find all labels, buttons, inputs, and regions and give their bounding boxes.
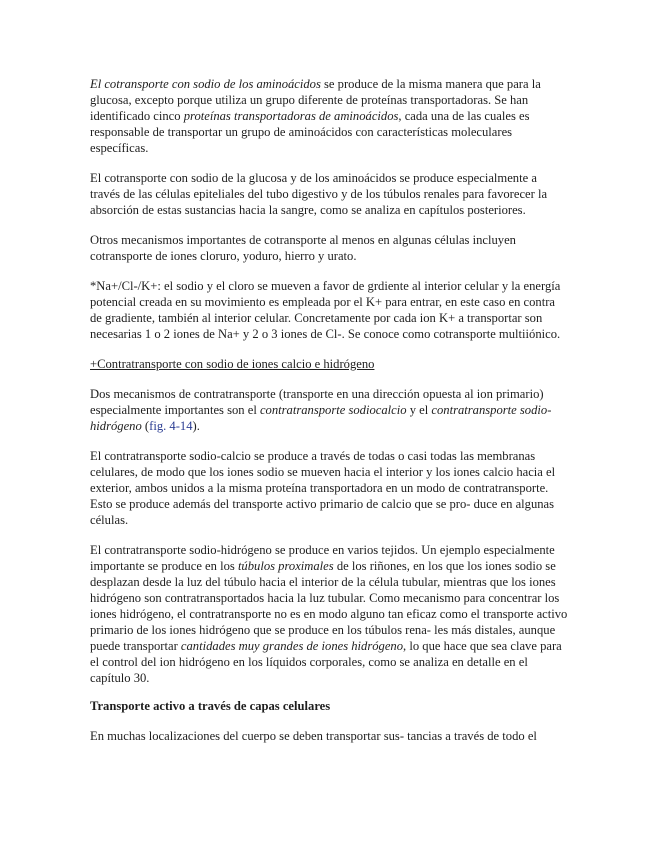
paragraph-multiionic-cotransport: *Na+/Cl-/K+: el sodio y el cloro se mueven a favor de grdiente al interior celular y la energía potencial creada en su movimiento es empleada por el K+ para entrar, en este caso en contra de gradiente, también al interior celular. Concretamente por cada ion K+ a transportar son necesarias 1 o 2 iones de Na+ y 2 o 3 iones de Cl-. Se conoce como cotransporte multiiónico.: [90, 279, 561, 341]
document-page: [90, 76, 568, 758]
text-run: y el: [406, 403, 432, 417]
italic-term: El cotransporte con sodio de los aminoácidos: [90, 77, 321, 91]
paragraph-sodium-hydrogen: [90, 542, 568, 686]
paragraph-other-cotransport: Otros mecanismos importantes de cotransporte al menos en algunas células incluyen cotransporte de iones cloruro, yoduro, hierro y urato.: [90, 233, 516, 263]
figure-reference-link[interactable]: fig. 4-14: [149, 419, 193, 433]
text-run: ).: [192, 419, 200, 433]
italic-term: proteínas transportadoras de aminoácidos: [183, 109, 399, 123]
section-heading-active-transport: Transporte activo a través de capas celulares: [90, 699, 331, 713]
text-run: se produce de la misma manera que para la glucosa, excepto porque utiliza un grupo diferente de proteínas transportadoras. Se han identificado cinco: [90, 77, 541, 123]
text-run: , cada una de las cuales es responsable de transportar un grupo de aminoácidos con características moleculares específicas.: [90, 109, 530, 155]
italic-term: contratransporte sodio-hidrógeno: [90, 403, 552, 433]
paragraph-glucose-absorption: El cotransporte con sodio de la glucosa y de los aminoácidos se produce especialmente a través de las células epiteliales del tubo digestivo y de los túbulos renales para favorecer la absorción de estas sustancias hacia la sangre, como se analiza en capítulos posteriores.: [90, 171, 548, 217]
text-run: (: [141, 419, 150, 433]
italic-term: contratransporte sodiocalcio: [259, 403, 407, 417]
section-heading-countertransport: [90, 356, 568, 372]
text-run: El contratransporte sodio-hidrógeno se produce en varios tejidos. Un ejemplo especialmente importante se produce en los: [90, 543, 555, 573]
heading-text: +Contratransporte con sodio de iones calcio e hidrógeno: [90, 357, 375, 371]
text-run: Dos mecanismos de contratransporte (transporte en una dirección opuesta al ion primario) especialmente importantes son el: [90, 387, 544, 417]
paragraph-sodium-calcium: El contratransporte sodio-calcio se produce a través de todas o casi todas las membranas celulares, de modo que los iones sodio se mueven hacia el interior y los iones calcio hacia el exterior, ambos unidos a la misma proteína transportadora en un modo de contratransporte. Esto se produce además del transporte activo primario de calcio que se pro- duce en algunas células.: [90, 449, 556, 527]
italic-term: cantidades muy grandes de iones hidrógeno: [180, 639, 404, 653]
italic-term: túbulos proximales: [237, 559, 334, 573]
text-run: de los riñones, en los que los iones sodio se desplazan desde la luz del túbulo hacia el interior de la célula tubular, mientras que los iones hidrógeno son contratransportados hacia la luz tubular. Como mecanismo para concentrar los iones hidrógeno, el contratransporte no es en modo alguno tan eficaz como el transporte activo primario de los iones hidrógeno que se produce en los túbulos rena- les más distales, aunque puede transportar: [90, 559, 568, 653]
paragraph-countertransport-intro: [90, 386, 568, 434]
paragraph-cell-layers: En muchas localizaciones del cuerpo se deben transportar sus- tancias a través de todo el: [90, 729, 537, 743]
paragraph-aminoacid-cotransport: [90, 76, 568, 156]
text-run: , lo que hace que sea clave para el control del ion hidrógeno en los líquidos corporales, como se analiza en detalle en el capítulo 30.: [90, 639, 562, 685]
